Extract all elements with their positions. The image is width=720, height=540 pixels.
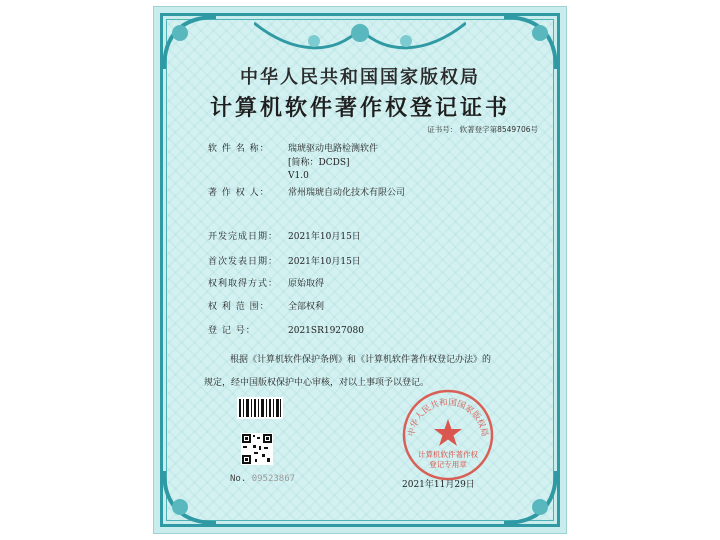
certificate-number-label: 证书号： bbox=[427, 125, 458, 134]
acquisition-value: 原始取得 bbox=[288, 279, 325, 289]
barcode-icon bbox=[237, 397, 283, 419]
version-value: V1.0 bbox=[288, 171, 309, 181]
first-publish-value: 2021年10月15日 bbox=[288, 257, 361, 267]
certificate-page bbox=[154, 7, 566, 533]
seal-star-icon bbox=[434, 419, 462, 446]
seal-top-text: 中华人民共和国国家版权局 bbox=[406, 397, 490, 438]
scope-value: 全部权利 bbox=[288, 302, 325, 312]
seal-line-1: 计算机软件著作权 bbox=[418, 450, 478, 459]
bottom-right-corner-ornament-icon bbox=[502, 469, 558, 525]
certificate-number bbox=[427, 124, 538, 135]
issue-date: 2021年11月29日 bbox=[402, 480, 475, 490]
first-publish-label: 首次发表日期： bbox=[208, 257, 279, 267]
software-name-label: 软 件 名 称： bbox=[208, 144, 270, 154]
copyright-holder-label: 著 作 权 人： bbox=[208, 188, 270, 198]
software-name-value: 瑞琥驱动电路检测软件 bbox=[288, 144, 379, 154]
certificate-title: 计算机软件著作权登记证书 bbox=[209, 95, 510, 121]
qr-code-icon bbox=[241, 433, 273, 465]
seal-line-2: 登记专用章 bbox=[429, 460, 467, 469]
basis-line-2: 规定，经中国版权保护中心审核，对以上事项予以登记。 bbox=[204, 378, 430, 388]
dev-complete-label: 开发完成日期： bbox=[208, 232, 279, 242]
official-seal bbox=[400, 387, 496, 483]
registration-number-value: 2021SR1927080 bbox=[288, 326, 364, 336]
dev-complete-value: 2021年10月15日 bbox=[288, 232, 361, 242]
serial-prefix: No. bbox=[230, 474, 247, 484]
serial-number bbox=[230, 474, 295, 484]
copyright-holder-value: 常州瑞琥自动化技术有限公司 bbox=[288, 188, 406, 198]
certificate-number-value: 软著登字第8549706号 bbox=[459, 125, 538, 134]
registration-number-label: 登 记 号： bbox=[208, 326, 256, 336]
acquisition-label: 权利取得方式： bbox=[208, 279, 279, 289]
short-name-value: [简称：DCDS] bbox=[288, 158, 350, 168]
bottom-left-corner-ornament-icon bbox=[162, 469, 218, 525]
top-ornament-icon bbox=[254, 15, 466, 57]
serial-value: 09523867 bbox=[251, 474, 296, 484]
scope-label: 权 利 范 围： bbox=[208, 302, 270, 312]
issuing-agency: 中华人民共和国国家版权局 bbox=[240, 67, 480, 88]
basis-line-1: 根据《计算机软件保护条例》和《计算机软件著作权登记办法》的 bbox=[230, 355, 492, 365]
